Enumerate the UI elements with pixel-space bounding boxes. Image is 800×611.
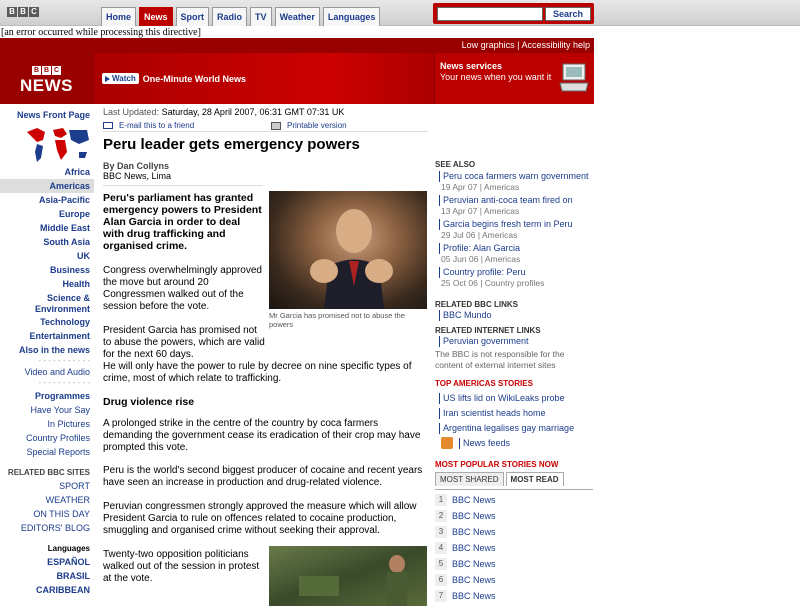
email-link-label: E-mail this to a friend xyxy=(119,121,195,130)
search-box xyxy=(433,3,594,24)
see-also-link[interactable]: Peruvian anti-coca team fired on xyxy=(439,195,591,206)
one-minute-news-link[interactable]: One-Minute World News xyxy=(142,73,247,84)
top-americas-header: TOP AMERICAS STORIES xyxy=(435,379,533,388)
low-graphics-link[interactable]: Low graphics xyxy=(461,40,515,50)
tab-most-read[interactable]: MOST READ xyxy=(506,472,564,486)
masthead xyxy=(0,53,594,104)
article-paragraph: President Garcia has promised not to abuse the powers, which are valid for the next 60 days. xyxy=(103,325,265,360)
logo-letter: B xyxy=(33,67,40,74)
nav-in-pictures[interactable]: In Pictures xyxy=(47,419,90,429)
byline-author: By Dan Collyns xyxy=(103,161,170,171)
top-bar xyxy=(0,0,800,26)
most-read-item[interactable]: 2 BBC News xyxy=(435,510,496,522)
utility-strip: Low graphics | Accessibility help xyxy=(0,38,594,53)
search-input[interactable] xyxy=(437,7,543,21)
see-also-meta: 19 Apr 07 | Americas xyxy=(441,182,520,192)
article-subheading: Drug violence rise xyxy=(103,396,195,408)
see-also-link[interactable]: Country profile: Peru xyxy=(439,267,591,278)
nav-americas[interactable]: Americas xyxy=(0,179,94,193)
article-photo xyxy=(269,191,427,329)
see-also-meta: 25 Oct 06 | Country profiles xyxy=(441,278,545,288)
most-popular-header: MOST POPULAR STORIES NOW xyxy=(435,460,559,469)
nav-also-in-news[interactable]: Also in the news xyxy=(18,345,90,355)
print-link[interactable] xyxy=(271,121,439,130)
article-intro: Peru's parliament has granted emergency powers to President Alan Garcia in order to deal with drug trafficking and organised crime. xyxy=(103,192,262,252)
world-map-icon xyxy=(25,124,91,166)
related-internet-link[interactable]: Peruvian government xyxy=(439,336,591,347)
left-navigation xyxy=(0,166,94,597)
languages-header: Languages xyxy=(47,544,90,553)
tab-tv[interactable]: TV xyxy=(250,7,272,26)
see-also-link[interactable]: Garcia begins fresh term in Peru xyxy=(439,219,591,230)
related-bbc-header: RELATED BBC LINKS xyxy=(435,300,518,309)
watch-button-label: Watch xyxy=(112,74,136,83)
nav-uk[interactable]: UK xyxy=(77,251,90,261)
nav-editors-blog[interactable]: EDITORS' BLOG xyxy=(20,523,90,533)
print-link-label: Printable version xyxy=(287,121,347,130)
nav-europe[interactable]: Europe xyxy=(58,209,90,219)
most-read-item[interactable]: 3 BBC News xyxy=(435,526,496,538)
bbc-logo-letter: B xyxy=(7,7,17,17)
article-paragraph: He will only have the power to rule by decree on nine specific types of crime, most of which relate to trafficking. xyxy=(103,361,412,384)
envelope-icon xyxy=(103,122,113,129)
see-also-header: SEE ALSO xyxy=(435,160,476,169)
tab-home[interactable]: Home xyxy=(101,7,136,26)
watch-button[interactable] xyxy=(102,73,139,84)
top-story-link[interactable]: Argentina legalises gay marriage xyxy=(439,423,591,434)
most-read-item[interactable]: 5 BBC News xyxy=(435,558,496,570)
tab-most-shared[interactable]: MOST SHARED xyxy=(435,472,504,486)
bbc-logo-letter: C xyxy=(29,7,39,17)
news-front-page-link[interactable]: News Front Page xyxy=(16,110,90,120)
bbc-news-logo[interactable] xyxy=(0,53,94,104)
photo-alan-garcia xyxy=(269,191,427,309)
photo-soldiers xyxy=(269,546,427,606)
nav-espanol[interactable]: ESPAÑOL xyxy=(47,557,90,567)
most-read-item[interactable]: 4 BBC News xyxy=(435,542,496,554)
nav-caribbean[interactable]: CARIBBEAN xyxy=(36,585,90,595)
news-services-title: News services xyxy=(440,61,503,71)
bbc-logo[interactable] xyxy=(7,7,39,17)
nav-middle-east[interactable]: Middle East xyxy=(39,223,90,233)
news-feeds-link[interactable]: News feeds xyxy=(459,438,579,449)
article-paragraph: Peru is the world's second biggest producer of cocaine and recent years have seen an increase in production and drug-related violence. xyxy=(103,465,423,488)
accessibility-link[interactable]: Accessibility help xyxy=(521,40,590,50)
search-button[interactable]: Search xyxy=(545,7,591,21)
rss-feed-icon[interactable] xyxy=(441,437,453,449)
nav-separator: - - - - - - - - - - - xyxy=(38,378,90,387)
nav-video-audio[interactable]: Video and Audio xyxy=(24,367,90,377)
nav-have-your-say[interactable]: Have Your Say xyxy=(30,405,90,415)
nav-sport[interactable]: SPORT xyxy=(59,481,90,491)
tab-sport[interactable]: Sport xyxy=(176,7,210,26)
article-paragraph: A prolonged strike in the centre of the country by coca farmers demanding the government cease its eradication of their crop may have prompted this vote. xyxy=(103,418,421,453)
related-internet-header: RELATED INTERNET LINKS xyxy=(435,326,541,335)
external-disclaimer: The BBC is not responsible for the content of external internet sites xyxy=(435,349,565,370)
nav-programmes[interactable]: Programmes xyxy=(34,391,90,401)
byline xyxy=(103,161,171,181)
world-news-banner xyxy=(94,53,434,104)
see-also-meta: 29 Jul 06 | Americas xyxy=(441,230,518,240)
last-updated-label: Last Updated: xyxy=(103,107,160,117)
related-bbc-link[interactable]: BBC Mundo xyxy=(439,310,591,321)
tab-radio[interactable]: Radio xyxy=(212,7,247,26)
top-story-link[interactable]: Iran scientist heads home xyxy=(439,408,591,419)
article-photo-2 xyxy=(269,546,427,606)
bbc-logo-letter: B xyxy=(18,7,28,17)
tab-news[interactable]: News xyxy=(139,7,173,26)
divider xyxy=(435,489,593,490)
nav-weather[interactable]: WEATHER xyxy=(45,495,90,505)
see-also-meta: 05 Jun 06 | Americas xyxy=(441,254,521,264)
nav-business[interactable]: Business xyxy=(49,265,90,275)
last-updated-value: Saturday, 28 April 2007, 06:31 GMT 07:31 UK xyxy=(161,107,345,117)
see-also-link[interactable]: Profile: Alan Garcia xyxy=(439,243,591,254)
article-headline: Peru leader gets emergency powers xyxy=(103,136,360,153)
news-services-panel[interactable] xyxy=(434,53,594,104)
nav-africa[interactable]: Africa xyxy=(64,167,90,177)
logo-news-text: NEWS xyxy=(20,76,73,95)
nav-special-reports[interactable]: Special Reports xyxy=(26,447,90,457)
nav-brasil[interactable]: BRASIL xyxy=(56,571,90,581)
article-paragraph: Twenty-two opposition politicians walked out of the session in protest at the vote. xyxy=(103,549,260,584)
email-link[interactable] xyxy=(103,121,271,130)
main-nav xyxy=(101,7,380,26)
nav-on-this-day[interactable]: ON THIS DAY xyxy=(33,509,90,519)
nav-asia-pacific[interactable]: Asia-Pacific xyxy=(38,195,90,205)
most-read-item[interactable]: 6 BBC News xyxy=(435,574,496,586)
divider xyxy=(103,131,428,132)
article-tools xyxy=(103,121,439,130)
play-icon xyxy=(105,76,110,82)
news-services-subtitle: Your news when you want it xyxy=(440,72,552,82)
article-paragraph: Peruvian congressmen strongly approved the measure which will allow President Garcia to rule on offences related to cocaine production, smuggling and organised crime without seeking their approval. xyxy=(103,501,417,536)
nav-science-environment[interactable]: Science & Environment xyxy=(34,293,90,314)
divider xyxy=(103,185,263,186)
nav-country-profiles[interactable]: Country Profiles xyxy=(25,433,90,443)
nav-health[interactable]: Health xyxy=(62,279,90,289)
related-sites-header: RELATED BBC SITES xyxy=(7,468,90,477)
last-updated xyxy=(103,107,344,117)
logo-letter: B xyxy=(43,67,50,74)
most-read-item[interactable]: 1 BBC News xyxy=(435,494,496,506)
article-paragraph: Congress overwhelmingly approved the move but around 20 Congressmen walked out of the session before the vote. xyxy=(103,265,262,312)
printer-icon xyxy=(271,122,281,130)
see-also-link[interactable]: Peru coca farmers warn government xyxy=(439,171,591,182)
most-popular-tabs xyxy=(435,472,564,486)
most-read-item[interactable]: 7 BBC News xyxy=(435,590,496,602)
see-also-meta: 13 Apr 07 | Americas xyxy=(441,206,520,216)
byline-location: BBC News, Lima xyxy=(103,171,172,181)
top-story-link[interactable]: US lifts lid on WikiLeaks probe xyxy=(439,393,591,404)
photo-caption: Mr Garcia has promised not to abuse the powers xyxy=(269,311,405,329)
logo-letter: C xyxy=(53,67,60,74)
error-message: [an error occurred while processing this directive] xyxy=(1,27,201,38)
nav-south-asia[interactable]: South Asia xyxy=(43,237,90,247)
tab-weather[interactable]: Weather xyxy=(275,7,320,26)
nav-technology[interactable]: Technology xyxy=(40,317,90,327)
tab-languages[interactable]: Languages xyxy=(323,7,381,26)
laptop-icon xyxy=(558,61,590,97)
nav-separator: - - - - - - - - - - - xyxy=(38,356,90,365)
nav-entertainment[interactable]: Entertainment xyxy=(29,331,90,341)
